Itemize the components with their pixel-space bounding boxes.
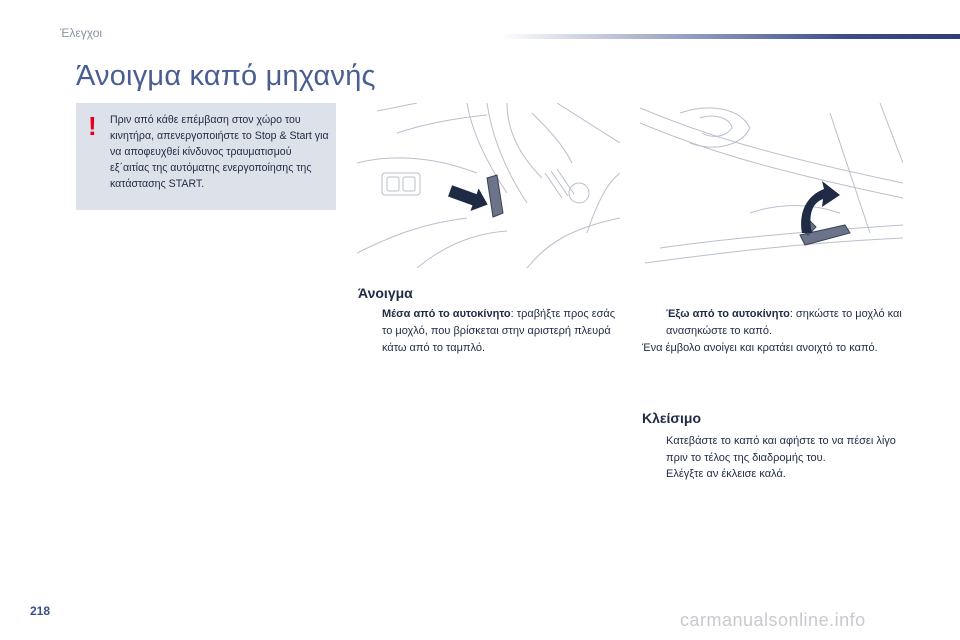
closing-step-1	[642, 433, 904, 467]
closing-step-1-text: Κατεβάστε το καπό και αφήστε το να πέσει λίγο πριν το τέλος της διαδρομής του.	[666, 435, 896, 464]
opening-outside-instruction	[642, 306, 904, 340]
exclamation-icon: !	[88, 111, 97, 141]
opening-inside-text: : τραβήξτε προς εσάς το μοχλό, που βρίσκεται στην αριστερή πλευρά κάτω από το ταμπλό.	[382, 308, 616, 354]
opening-outside-text: : σηκώστε το μοχλό και ανασηκώστε το καπό.	[666, 308, 902, 337]
warning-box	[76, 103, 336, 210]
header-section-label: Έλεγχοι	[60, 26, 103, 40]
interior-lever-illustration	[357, 103, 620, 268]
header-bar	[500, 34, 960, 39]
opening-inside-label: Μέσα από το αυτοκίνητο	[382, 308, 511, 320]
closing-section-title: Κλείσιμο	[642, 410, 702, 426]
closing-step-2-text: Ελέγξτε αν έκλεισε καλά.	[666, 468, 786, 480]
watermark: carmanualsonline.info	[680, 610, 866, 630]
page-number: 218	[30, 604, 51, 618]
opening-outside-body	[642, 306, 904, 340]
interior-lever-drawing	[357, 103, 620, 268]
opening-inside-body	[358, 306, 620, 357]
closing-step-2	[642, 466, 904, 483]
strut-note: Ένα έμβολο ανοίγει και κρατάει ανοιχτό το καπό.	[642, 342, 878, 354]
exterior-catch-drawing	[640, 103, 903, 268]
warning-text: Πριν από κάθε επέμβαση στον χώρο του κινητήρα, απενεργοποιήστε το Stop & Start για να αποφευχθεί κίνδυνος τραυματισμού εξ΄αιτίας της αυτόματης ενεργοποίησης της κατάστασης START.	[110, 114, 329, 190]
opening-inside-instruction	[358, 306, 620, 357]
opening-section-title: Άνοιγμα	[358, 285, 413, 301]
exterior-catch-illustration	[640, 103, 903, 268]
opening-outside-label: Έξω από το αυτοκίνητο	[666, 308, 790, 320]
page-title: Άνοιγμα καπό μηχανής	[76, 60, 376, 92]
